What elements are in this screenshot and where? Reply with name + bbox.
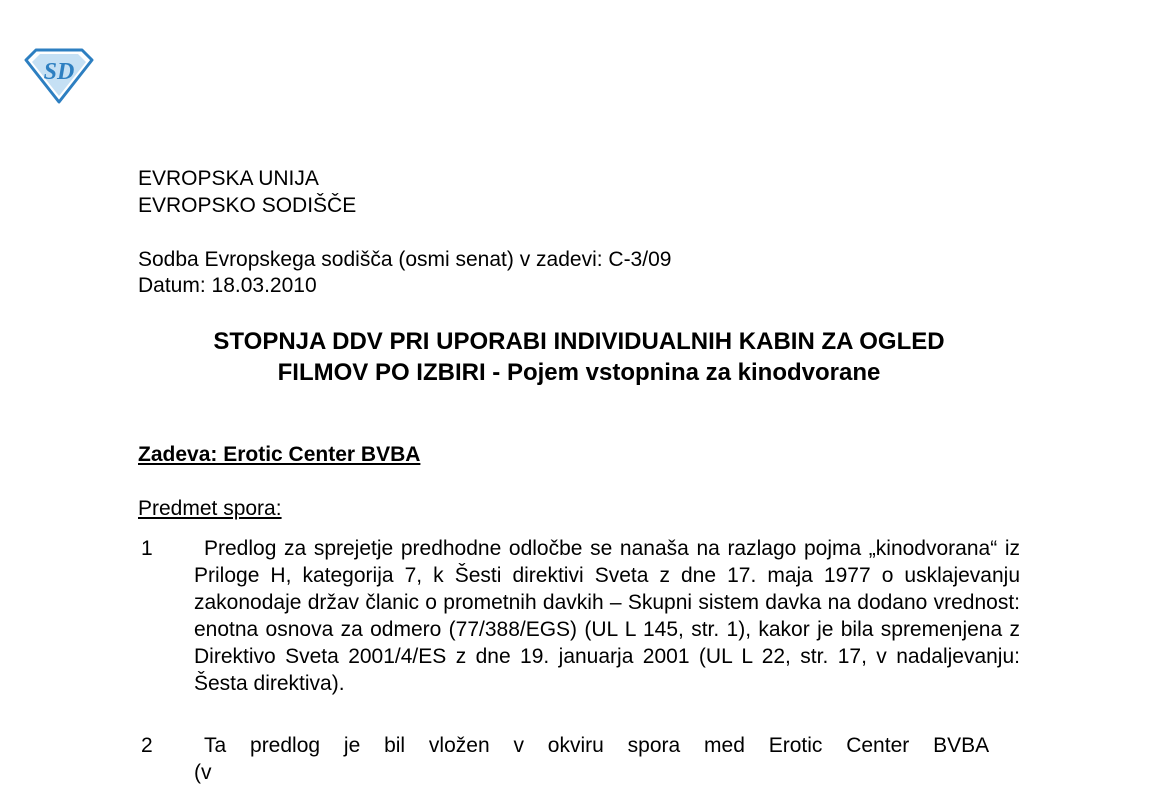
case-reference: Sodba Evropskega sodišča (osmi senat) v zadevi: C-3/09 (138, 248, 672, 271)
court-logo-icon (22, 48, 96, 104)
paragraph-text: Ta predlog je bil vložen v okviru spora med Erotic Center BVBA (v (194, 734, 988, 784)
paragraph-text: Predlog za sprejetje predhodne odločbe se nanaša na razlago pojma „kinodvorana“ iz Priloge H, kategorija 7, k Šesti direktivi Sveta z dne 17. maja 1977 o usklajevanju zakonodaje držav članic o prometnih davkih – Skupni sistem davka na dodano vrednost: enotna osnova za odmero (77/388/EGS) (UL L 145, str. 1), kakor je bila spremenjena z Direktivo Sveta 2001/4/ES z dne 19. januarja 2001 (UL L 22, str. 17, v nadaljevanju: Šesta direktiva). (194, 537, 1020, 695)
paragraph-number: 1 (141, 537, 153, 560)
case-subject: Zadeva: Erotic Center BVBA (138, 443, 421, 466)
svg-text:SD: SD (43, 59, 75, 85)
title-line-1: STOPNJA DDV PRI UPORABI INDIVIDUALNIH KABIN ZA OGLED (213, 328, 945, 355)
paragraph-number: 2 (141, 734, 153, 757)
title-line-2: FILMOV PO IZBIRI - Pojem vstopnina za kinodvorane (277, 359, 881, 386)
header-court: EVROPSKO SODIŠČE (138, 194, 357, 217)
case-date: Datum: 18.03.2010 (138, 274, 317, 297)
document-title (138, 326, 1020, 388)
predmet-heading: Predmet spora: (138, 497, 282, 520)
header-union: EVROPSKA UNIJA (138, 167, 319, 190)
